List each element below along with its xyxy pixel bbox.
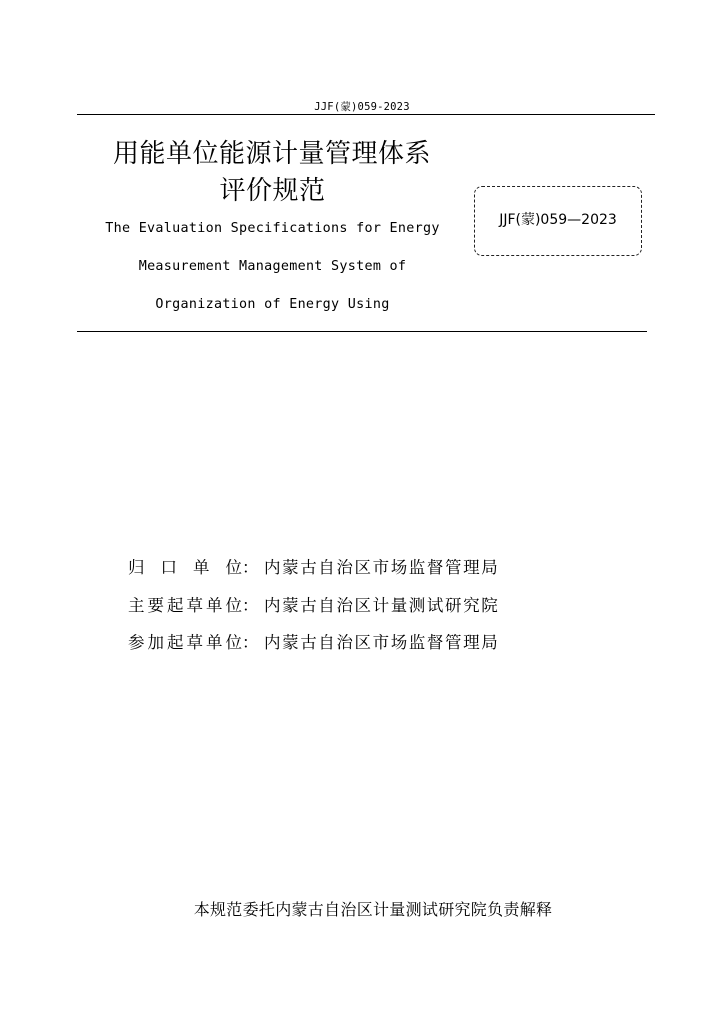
title-english-line-3: Organization of Energy Using — [155, 297, 390, 312]
title-chinese-line-2: 评价规范 — [219, 176, 326, 206]
running-header-code: JJF(蒙)059-2023 — [314, 101, 410, 113]
standard-code-box-text: JJF(蒙)059—2023 — [499, 212, 617, 228]
org-value-responsible: 内蒙古自治区市场监督管理局 — [264, 558, 500, 577]
org-colon: ： — [242, 633, 259, 652]
title-english-line-2: Measurement Management System of — [138, 259, 407, 274]
org-label-responsible: 归口单位 — [128, 558, 242, 577]
org-colon: ： — [242, 596, 259, 615]
title-english-line-1: The Evaluation Specifications for Energy — [105, 221, 440, 236]
header-rule — [77, 114, 655, 115]
title-rule — [77, 331, 647, 332]
title-chinese-line-1: 用能单位能源计量管理体系 — [112, 139, 431, 169]
org-colon: ： — [242, 558, 259, 577]
org-value-main-drafter: 内蒙古自治区计量测试研究院 — [264, 596, 500, 615]
org-row-participating-drafter — [128, 631, 499, 655]
org-value-participating-drafter: 内蒙古自治区市场监督管理局 — [264, 633, 500, 652]
org-label-participating-drafter: 参加起草单位 — [128, 633, 242, 652]
org-row-main-drafter — [128, 594, 499, 618]
org-label-main-drafter: 主要起草单位 — [128, 596, 242, 615]
footer-interpretation-note: 本规范委托内蒙古自治区计量测试研究院负责解释 — [193, 900, 553, 919]
org-row-responsible — [128, 556, 499, 580]
